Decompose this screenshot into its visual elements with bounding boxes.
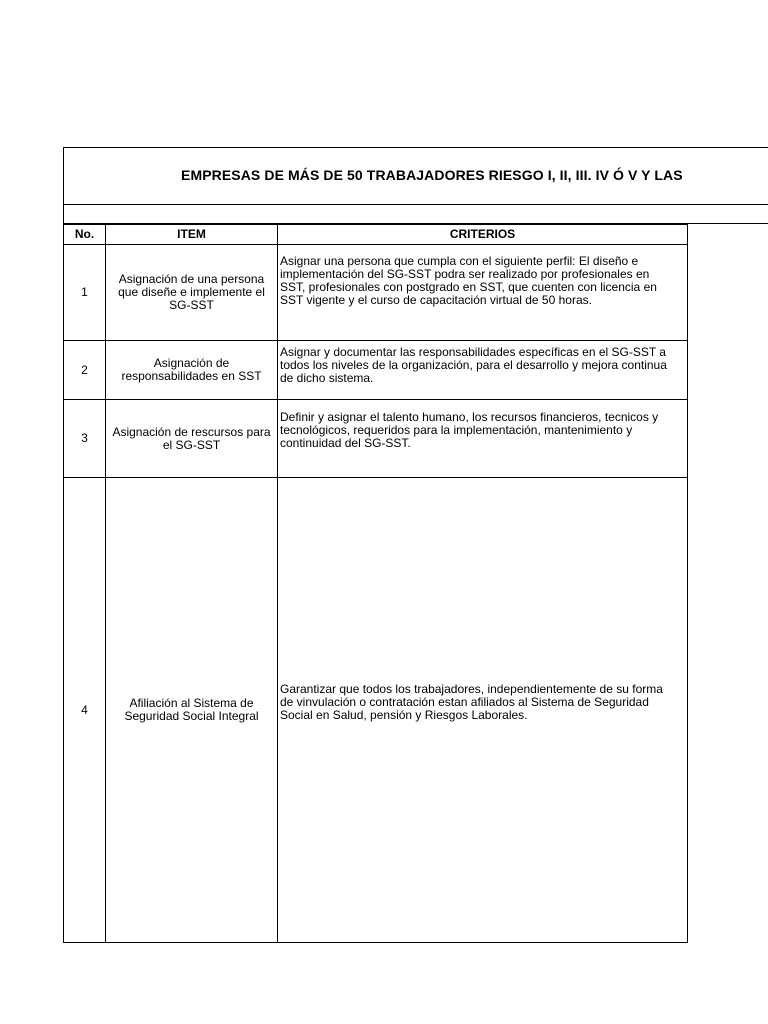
row-number: 4 bbox=[64, 478, 106, 943]
table-row bbox=[64, 341, 688, 400]
row-criterio-cell bbox=[278, 245, 688, 341]
table-row bbox=[64, 245, 688, 341]
header-criterios: CRITERIOS bbox=[278, 225, 688, 245]
row-item: Asignación de rescursos para el SG-SST bbox=[106, 400, 278, 478]
table-row bbox=[64, 400, 688, 478]
row-number: 2 bbox=[64, 341, 106, 400]
row-criterio: Asignar y documentar las responsabilidades específicas en el SG-SST a todos los niveles de la organización, para el desarrollo y mejora continua de dicho sistema. bbox=[280, 344, 667, 385]
row-criterio-cell bbox=[278, 341, 688, 400]
spreadsheet-sheet bbox=[63, 147, 768, 944]
row-item: Asignación de una persona que diseñe e implemente el SG-SST bbox=[106, 245, 278, 341]
row-criterio-cell bbox=[278, 478, 688, 943]
header-item: ITEM bbox=[106, 225, 278, 245]
row-criterio: Garantizar que todos los trabajadores, independientemente de su forma de vinvulación o contratación estan afiliados al Sistema de Seguridad Social en Salud, pensión y Riesgos Laborales. bbox=[280, 681, 663, 722]
header-no: No. bbox=[64, 225, 106, 245]
document-title: EMPRESAS DE MÁS DE 50 TRABAJADORES RIESGO I, II, III. IV Ó V Y LAS bbox=[181, 167, 683, 183]
row-criterio: Definir y asignar el talento humano, los recursos financieros, tecnicos y tecnológicos, requeridos para la implementación, mantenimiento y continuidad del SG-SST. bbox=[280, 410, 659, 450]
row-criterio: Asignar una persona que cumpla con el siguiente perfil: El diseño e implementación del SG-SST podra ser realizado por profesionales en SST, profesionales con postgrado en SST, que cuenten con licencia en SST vigente y el curso de capacitación virtual de 50 horas. bbox=[280, 253, 657, 307]
empty-row bbox=[63, 205, 768, 224]
row-item: Afiliación al Sistema de Seguridad Social Integral bbox=[106, 478, 278, 943]
criteria-table bbox=[63, 224, 688, 943]
row-criterio-cell bbox=[278, 400, 688, 478]
header-row bbox=[64, 225, 688, 245]
row-number: 1 bbox=[64, 245, 106, 341]
row-item: Asignación de responsabilidades en SST bbox=[106, 341, 278, 400]
row-number: 3 bbox=[64, 400, 106, 478]
table-row bbox=[64, 478, 688, 943]
title-cell bbox=[63, 147, 768, 205]
